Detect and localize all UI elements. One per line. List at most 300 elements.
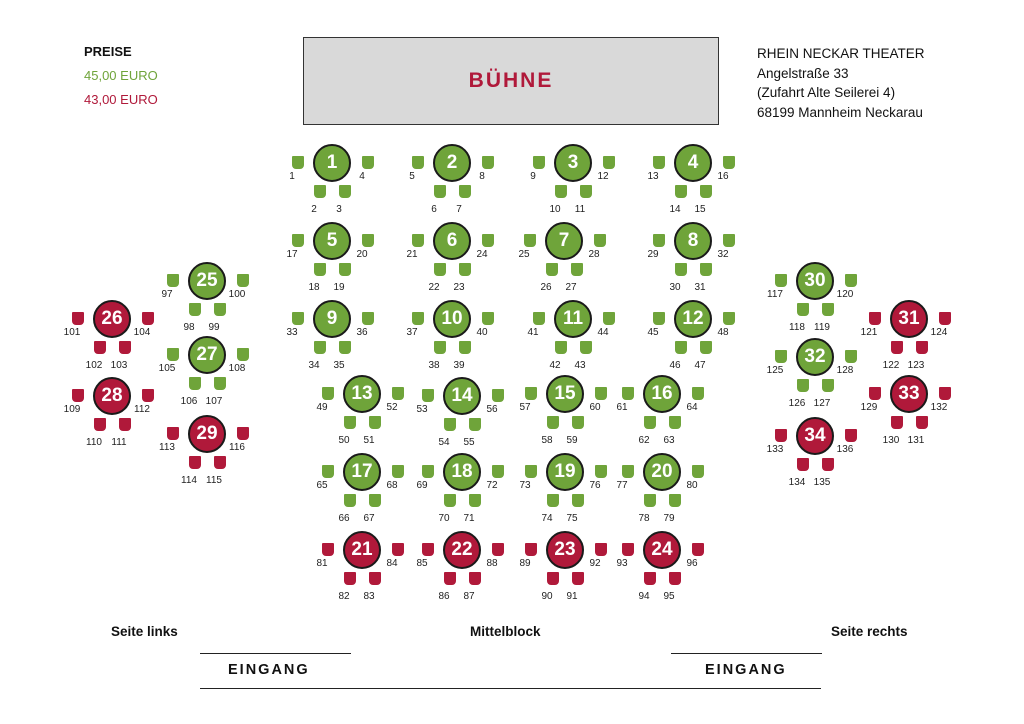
seat-number: 87: [463, 591, 475, 602]
chair-10[interactable]: [555, 185, 567, 198]
chair-32[interactable]: [723, 234, 735, 247]
table-31[interactable]: [860, 300, 960, 378]
chair-74[interactable]: [547, 494, 559, 507]
table-22[interactable]: [413, 531, 513, 609]
chair-130[interactable]: [891, 416, 903, 429]
price-legend: [84, 40, 158, 112]
table-number: 14: [443, 377, 481, 415]
chair-89[interactable]: [525, 543, 537, 556]
table-4[interactable]: [644, 144, 744, 222]
seat-number: 7: [456, 204, 462, 215]
chair-82[interactable]: [344, 572, 356, 585]
seat-number: 117: [767, 289, 783, 300]
seat-number: 116: [229, 442, 245, 453]
chair-124[interactable]: [939, 312, 951, 325]
table-33[interactable]: [860, 375, 960, 453]
seat-number: 111: [111, 437, 127, 448]
chair-30[interactable]: [675, 263, 687, 276]
seat-number: 68: [386, 480, 398, 491]
seat-number: 8: [479, 171, 485, 182]
chair-16[interactable]: [723, 156, 735, 169]
table-2[interactable]: [403, 144, 503, 222]
divider-right: [671, 653, 822, 654]
chair-104[interactable]: [142, 312, 154, 325]
chair-58[interactable]: [547, 416, 559, 429]
seat-number: 31: [694, 282, 706, 293]
seat-number: 38: [428, 360, 440, 371]
seat-number: 46: [669, 360, 681, 371]
chair-90[interactable]: [547, 572, 559, 585]
table-6[interactable]: [403, 222, 503, 300]
seat-number: 2: [311, 204, 317, 215]
chair-72[interactable]: [492, 465, 504, 478]
chair-68[interactable]: [392, 465, 404, 478]
table-27[interactable]: [158, 336, 258, 414]
table-26[interactable]: [63, 300, 163, 378]
seat-number: 98: [183, 322, 195, 333]
chair-94[interactable]: [644, 572, 656, 585]
chair-67[interactable]: [369, 494, 381, 507]
table-10[interactable]: [403, 300, 503, 378]
table-8[interactable]: [644, 222, 744, 300]
chair-44[interactable]: [603, 312, 615, 325]
table-3[interactable]: [524, 144, 624, 222]
table-number: 2: [433, 144, 471, 182]
venue-address: [757, 44, 925, 122]
chair-111[interactable]: [119, 418, 131, 431]
chair-88[interactable]: [492, 543, 504, 556]
seat-number: 10: [549, 204, 561, 215]
chair-62[interactable]: [644, 416, 656, 429]
table-number: 7: [545, 222, 583, 260]
chair-92[interactable]: [595, 543, 607, 556]
chair-21[interactable]: [412, 234, 424, 247]
seat-number: 119: [814, 322, 830, 333]
table-number: 10: [433, 300, 471, 338]
chair-108[interactable]: [237, 348, 249, 361]
chair-63[interactable]: [669, 416, 681, 429]
chair-110[interactable]: [94, 418, 106, 431]
chair-112[interactable]: [142, 389, 154, 402]
seat-number: 64: [686, 402, 698, 413]
venue-city: 68199 Mannheim Neckarau: [757, 104, 923, 120]
chair-2[interactable]: [314, 185, 326, 198]
table-number: 30: [796, 262, 834, 300]
seat-number: 63: [663, 435, 675, 446]
chair-129[interactable]: [869, 387, 881, 400]
venue-street: Angelstraße 33: [757, 65, 849, 81]
chair-131[interactable]: [916, 416, 928, 429]
chair-105[interactable]: [167, 348, 179, 361]
seat-number: 110: [86, 437, 102, 448]
chair-86[interactable]: [444, 572, 456, 585]
seat-number: 85: [416, 558, 428, 569]
seat-number: 65: [316, 480, 328, 491]
chair-77[interactable]: [622, 465, 634, 478]
chair-76[interactable]: [595, 465, 607, 478]
chair-73[interactable]: [525, 465, 537, 478]
stage: [303, 37, 719, 125]
chair-98[interactable]: [189, 303, 201, 316]
chair-91[interactable]: [572, 572, 584, 585]
seat-number: 36: [356, 327, 368, 338]
chair-135[interactable]: [822, 458, 834, 471]
table-20[interactable]: [613, 453, 713, 531]
chair-1[interactable]: [292, 156, 304, 169]
chair-134[interactable]: [797, 458, 809, 471]
table-32[interactable]: [766, 338, 866, 416]
table-number: 16: [643, 375, 681, 413]
chair-70[interactable]: [444, 494, 456, 507]
chair-61[interactable]: [622, 387, 634, 400]
seat-number: 24: [476, 249, 488, 260]
table-29[interactable]: [158, 415, 258, 493]
section-left-label: Seite links: [111, 624, 178, 639]
chair-84[interactable]: [392, 543, 404, 556]
chair-42[interactable]: [555, 341, 567, 354]
chair-37[interactable]: [412, 312, 424, 325]
seat-number: 99: [208, 322, 220, 333]
table-number: 5: [313, 222, 351, 260]
table-number: 23: [546, 531, 584, 569]
seat-number: 70: [438, 513, 450, 524]
chair-17[interactable]: [292, 234, 304, 247]
seat-number: 73: [519, 480, 531, 491]
chair-15[interactable]: [700, 185, 712, 198]
table-number: 33: [890, 375, 928, 413]
seat-number: 100: [228, 289, 246, 300]
table-number: 19: [546, 453, 584, 491]
seat-number: 13: [647, 171, 659, 182]
seat-number: 107: [205, 396, 223, 407]
table-25[interactable]: [158, 262, 258, 340]
table-21[interactable]: [313, 531, 413, 609]
chair-38[interactable]: [434, 341, 446, 354]
table-5[interactable]: [283, 222, 383, 300]
table-7[interactable]: [515, 222, 615, 300]
venue-note: (Zufahrt Alte Seilerei 4): [757, 85, 896, 100]
chair-75[interactable]: [572, 494, 584, 507]
chair-136[interactable]: [845, 429, 857, 442]
seat-number: 109: [63, 404, 81, 415]
seat-number: 104: [133, 327, 151, 338]
seat-number: 96: [686, 558, 698, 569]
chair-78[interactable]: [644, 494, 656, 507]
chair-18[interactable]: [314, 263, 326, 276]
seat-number: 12: [597, 171, 609, 182]
chair-56[interactable]: [492, 389, 504, 402]
seat-number: 3: [336, 204, 342, 215]
table-number: 26: [93, 300, 131, 338]
seat-number: 40: [476, 327, 488, 338]
table-number: 4: [674, 144, 712, 182]
seat-number: 15: [694, 204, 706, 215]
seat-number: 28: [588, 249, 600, 260]
stage-label: BÜHNE: [468, 69, 554, 92]
seat-number: 103: [110, 360, 128, 371]
seat-number: 62: [638, 435, 650, 446]
chair-128[interactable]: [845, 350, 857, 363]
seat-number: 44: [597, 327, 609, 338]
chair-9[interactable]: [533, 156, 545, 169]
chair-19[interactable]: [339, 263, 351, 276]
seat-number: 27: [565, 282, 577, 293]
chair-36[interactable]: [362, 312, 374, 325]
seat-number: 76: [589, 480, 601, 491]
chair-106[interactable]: [189, 377, 201, 390]
table-18[interactable]: [413, 453, 513, 531]
chair-118[interactable]: [797, 303, 809, 316]
seat-number: 127: [813, 398, 831, 409]
table-15[interactable]: [516, 375, 616, 453]
seat-number: 72: [486, 480, 498, 491]
seat-number: 57: [519, 402, 531, 413]
chair-23[interactable]: [459, 263, 471, 276]
chair-14[interactable]: [675, 185, 687, 198]
chair-33[interactable]: [292, 312, 304, 325]
chair-41[interactable]: [533, 312, 545, 325]
table-number: 27: [188, 336, 226, 374]
chair-87[interactable]: [469, 572, 481, 585]
seat-number: 50: [338, 435, 350, 446]
table-14[interactable]: [413, 377, 513, 455]
chair-71[interactable]: [469, 494, 481, 507]
table-17[interactable]: [313, 453, 413, 531]
chair-125[interactable]: [775, 350, 787, 363]
chair-26[interactable]: [546, 263, 558, 276]
chair-35[interactable]: [339, 341, 351, 354]
seat-number: 30: [669, 282, 681, 293]
price-legend-title: PREISE: [84, 44, 132, 59]
chair-12[interactable]: [603, 156, 615, 169]
seat-number: 53: [416, 404, 428, 415]
chair-47[interactable]: [700, 341, 712, 354]
seat-number: 34: [308, 360, 320, 371]
table-number: 24: [643, 531, 681, 569]
chair-52[interactable]: [392, 387, 404, 400]
seat-number: 135: [813, 477, 831, 488]
table-12[interactable]: [644, 300, 744, 378]
divider-left: [200, 653, 351, 654]
chair-46[interactable]: [675, 341, 687, 354]
chair-54[interactable]: [444, 418, 456, 431]
seat-number: 113: [159, 442, 175, 453]
seat-number: 121: [860, 327, 878, 338]
chair-43[interactable]: [580, 341, 592, 354]
price-low: 43,00 EURO: [84, 92, 158, 107]
seat-number: 48: [717, 327, 729, 338]
seat-number: 6: [431, 204, 437, 215]
seat-number: 4: [359, 171, 365, 182]
chair-40[interactable]: [482, 312, 494, 325]
chair-7[interactable]: [459, 185, 471, 198]
seat-number: 101: [63, 327, 81, 338]
chair-83[interactable]: [369, 572, 381, 585]
chair-65[interactable]: [322, 465, 334, 478]
chair-93[interactable]: [622, 543, 634, 556]
table-number: 11: [554, 300, 592, 338]
seat-number: 93: [616, 558, 628, 569]
chair-69[interactable]: [422, 465, 434, 478]
chair-25[interactable]: [524, 234, 536, 247]
chair-116[interactable]: [237, 427, 249, 440]
chair-20[interactable]: [362, 234, 374, 247]
chair-57[interactable]: [525, 387, 537, 400]
table-24[interactable]: [613, 531, 713, 609]
table-number: 18: [443, 453, 481, 491]
table-number: 21: [343, 531, 381, 569]
chair-4[interactable]: [362, 156, 374, 169]
divider-bottom: [200, 688, 821, 689]
seat-number: 118: [789, 322, 805, 333]
chair-13[interactable]: [653, 156, 665, 169]
chair-11[interactable]: [580, 185, 592, 198]
entrance-left: EINGANG: [228, 662, 310, 678]
chair-127[interactable]: [822, 379, 834, 392]
seat-number: 125: [766, 365, 784, 376]
chair-132[interactable]: [939, 387, 951, 400]
seat-number: 78: [638, 513, 650, 524]
table-number: 1: [313, 144, 351, 182]
chair-126[interactable]: [797, 379, 809, 392]
chair-6[interactable]: [434, 185, 446, 198]
seat-number: 21: [406, 249, 418, 260]
chair-119[interactable]: [822, 303, 834, 316]
chair-51[interactable]: [369, 416, 381, 429]
seat-number: 41: [527, 327, 539, 338]
table-number: 12: [674, 300, 712, 338]
chair-123[interactable]: [916, 341, 928, 354]
table-16[interactable]: [613, 375, 713, 453]
seat-number: 1: [289, 171, 295, 182]
chair-79[interactable]: [669, 494, 681, 507]
seat-number: 82: [338, 591, 350, 602]
seat-number: 52: [386, 402, 398, 413]
seat-number: 49: [316, 402, 328, 413]
seat-number: 66: [338, 513, 350, 524]
chair-115[interactable]: [214, 456, 226, 469]
seat-number: 133: [766, 444, 784, 455]
table-34[interactable]: [766, 417, 866, 495]
seat-number: 134: [788, 477, 806, 488]
chair-45[interactable]: [653, 312, 665, 325]
chair-24[interactable]: [482, 234, 494, 247]
seat-number: 59: [566, 435, 578, 446]
chair-80[interactable]: [692, 465, 704, 478]
chair-50[interactable]: [344, 416, 356, 429]
chair-3[interactable]: [339, 185, 351, 198]
seat-number: 71: [463, 513, 475, 524]
chair-96[interactable]: [692, 543, 704, 556]
chair-103[interactable]: [119, 341, 131, 354]
chair-22[interactable]: [434, 263, 446, 276]
seat-number: 97: [161, 289, 173, 300]
seat-number: 83: [363, 591, 375, 602]
chair-34[interactable]: [314, 341, 326, 354]
seat-number: 77: [616, 480, 628, 491]
seat-number: 39: [453, 360, 465, 371]
chair-109[interactable]: [72, 389, 84, 402]
seat-number: 106: [180, 396, 198, 407]
seat-number: 131: [907, 435, 925, 446]
chair-102[interactable]: [94, 341, 106, 354]
chair-121[interactable]: [869, 312, 881, 325]
seat-number: 126: [788, 398, 806, 409]
chair-29[interactable]: [653, 234, 665, 247]
chair-122[interactable]: [891, 341, 903, 354]
seat-number: 94: [638, 591, 650, 602]
table-13[interactable]: [313, 375, 413, 453]
seat-number: 33: [286, 327, 298, 338]
table-19[interactable]: [516, 453, 616, 531]
seat-number: 60: [589, 402, 601, 413]
section-right-label: Seite rechts: [831, 624, 908, 639]
chair-27[interactable]: [571, 263, 583, 276]
chair-59[interactable]: [572, 416, 584, 429]
chair-117[interactable]: [775, 274, 787, 287]
seat-number: 29: [647, 249, 659, 260]
table-23[interactable]: [516, 531, 616, 609]
seat-number: 108: [228, 363, 246, 374]
chair-107[interactable]: [214, 377, 226, 390]
chair-5[interactable]: [412, 156, 424, 169]
seat-number: 67: [363, 513, 375, 524]
chair-39[interactable]: [459, 341, 471, 354]
chair-48[interactable]: [723, 312, 735, 325]
chair-85[interactable]: [422, 543, 434, 556]
table-number: 13: [343, 375, 381, 413]
seat-number: 79: [663, 513, 675, 524]
table-11[interactable]: [524, 300, 624, 378]
chair-97[interactable]: [167, 274, 179, 287]
table-9[interactable]: [283, 300, 383, 378]
chair-8[interactable]: [482, 156, 494, 169]
chair-49[interactable]: [322, 387, 334, 400]
chair-114[interactable]: [189, 456, 201, 469]
seat-number: 132: [930, 402, 948, 413]
seat-number: 51: [363, 435, 375, 446]
section-middle-label: Mittelblock: [470, 624, 541, 639]
chair-66[interactable]: [344, 494, 356, 507]
chair-95[interactable]: [669, 572, 681, 585]
chair-120[interactable]: [845, 274, 857, 287]
seat-number: 112: [134, 404, 150, 415]
seat-number: 37: [406, 327, 418, 338]
seat-number: 90: [541, 591, 553, 602]
seat-number: 35: [333, 360, 345, 371]
table-number: 3: [554, 144, 592, 182]
seat-number: 124: [930, 327, 948, 338]
seat-number: 81: [316, 558, 328, 569]
chair-113[interactable]: [167, 427, 179, 440]
chair-101[interactable]: [72, 312, 84, 325]
chair-100[interactable]: [237, 274, 249, 287]
chair-31[interactable]: [700, 263, 712, 276]
seat-number: 80: [686, 480, 698, 491]
seat-number: 74: [541, 513, 553, 524]
chair-64[interactable]: [692, 387, 704, 400]
chair-99[interactable]: [214, 303, 226, 316]
table-28[interactable]: [63, 377, 163, 455]
chair-53[interactable]: [422, 389, 434, 402]
chair-133[interactable]: [775, 429, 787, 442]
chair-81[interactable]: [322, 543, 334, 556]
table-30[interactable]: [766, 262, 866, 340]
chair-55[interactable]: [469, 418, 481, 431]
chair-28[interactable]: [594, 234, 606, 247]
chair-60[interactable]: [595, 387, 607, 400]
table-1[interactable]: [283, 144, 383, 222]
